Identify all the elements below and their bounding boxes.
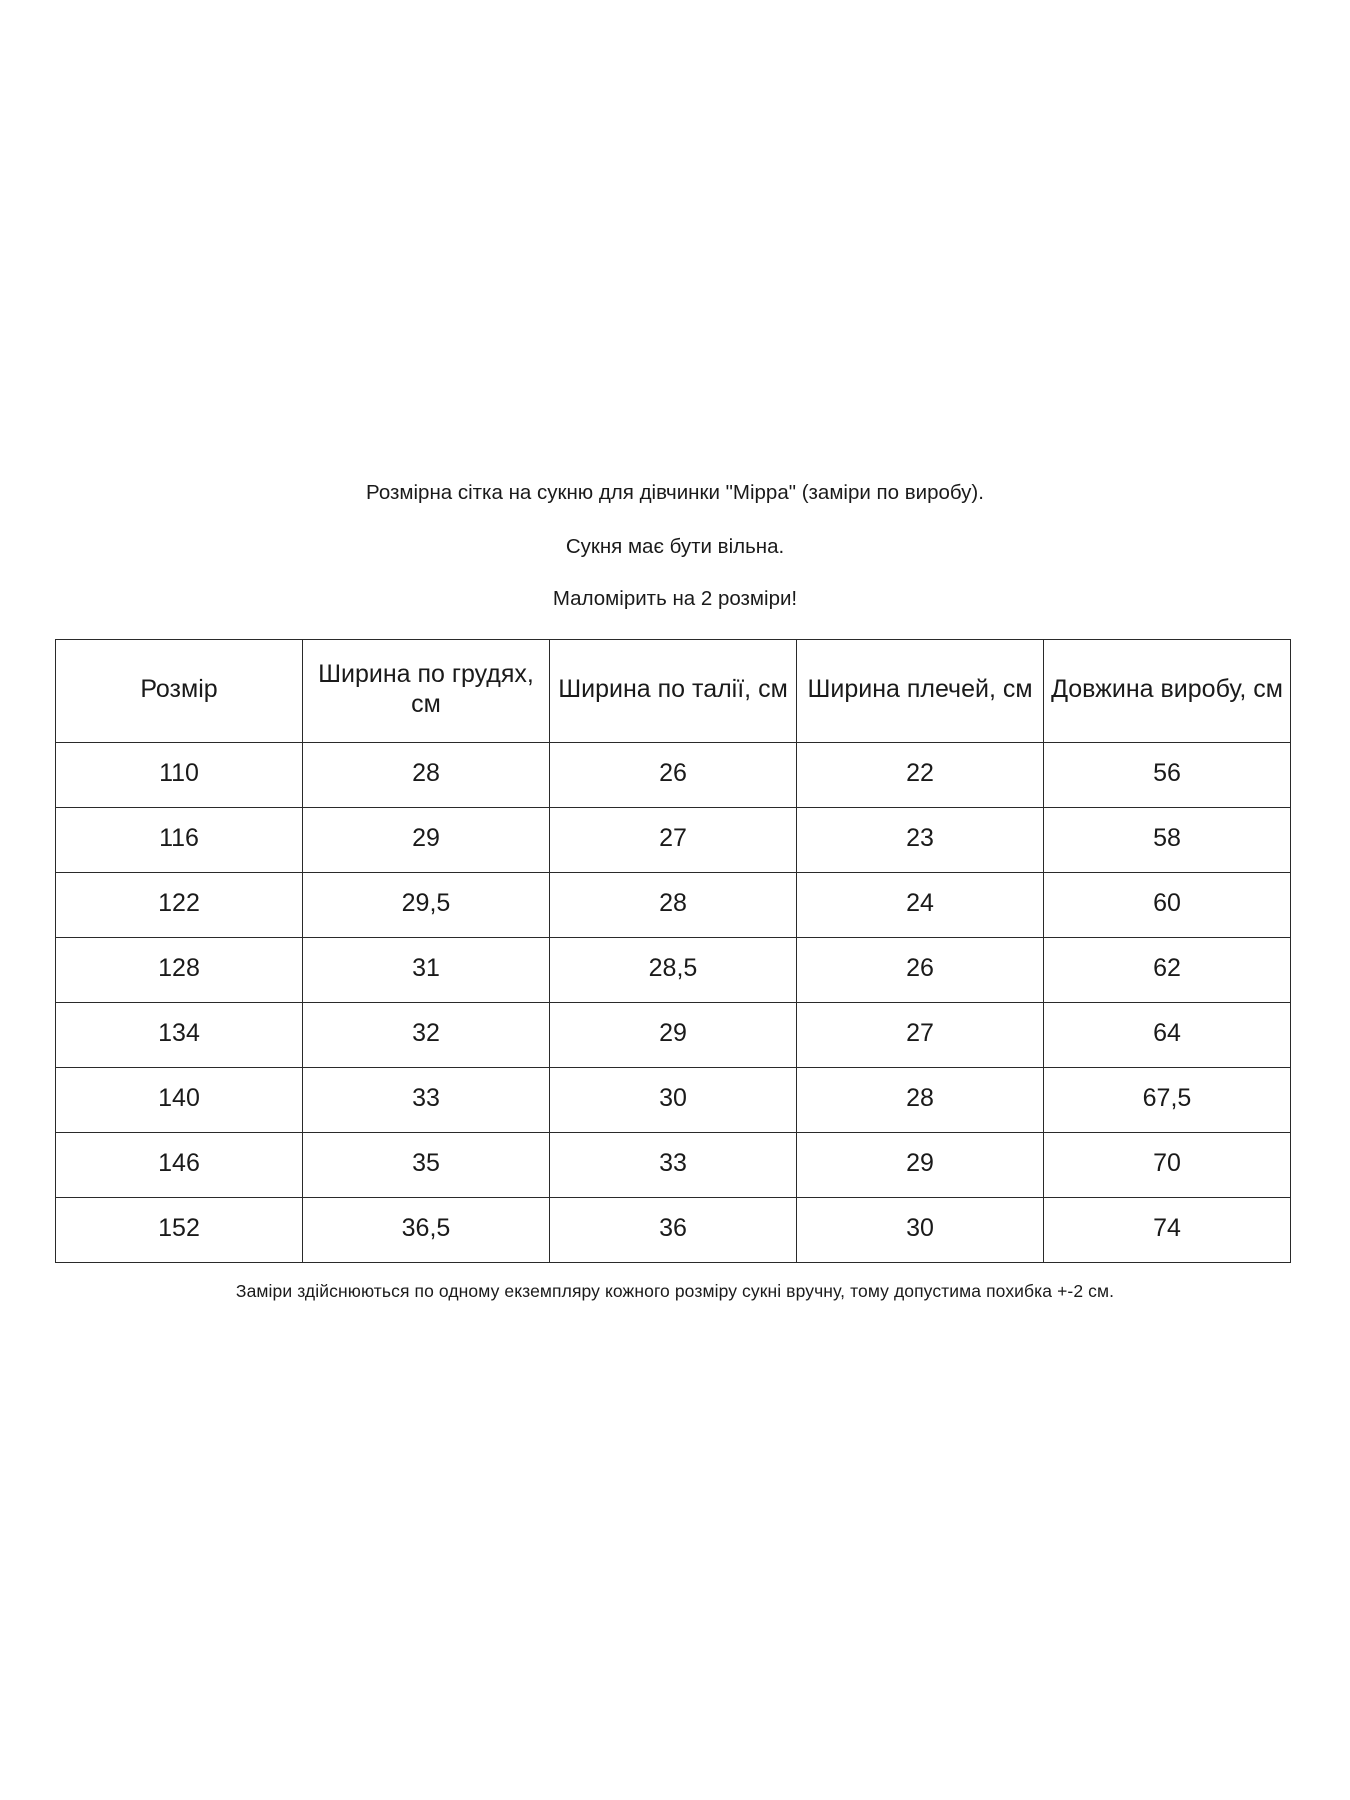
- cell-size: 110: [56, 742, 303, 807]
- column-header-shoulder-width: Ширина плечей, см: [797, 639, 1044, 742]
- cell-waist: 27: [550, 807, 797, 872]
- cell-shoulder: 23: [797, 807, 1044, 872]
- cell-waist: 33: [550, 1132, 797, 1197]
- table-row: [56, 807, 1291, 872]
- cell-chest: 32: [303, 1002, 550, 1067]
- table-header-row: [56, 639, 1291, 742]
- cell-shoulder: 29: [797, 1132, 1044, 1197]
- table-row: [56, 742, 1291, 807]
- cell-length: 74: [1044, 1197, 1291, 1262]
- cell-size: 116: [56, 807, 303, 872]
- cell-waist: 30: [550, 1067, 797, 1132]
- cell-shoulder: 26: [797, 937, 1044, 1002]
- table-row: [56, 1132, 1291, 1197]
- cell-shoulder: 30: [797, 1197, 1044, 1262]
- cell-waist: 28,5: [550, 937, 797, 1002]
- cell-size: 134: [56, 1002, 303, 1067]
- size-chart-table: [55, 639, 1291, 1263]
- cell-length: 58: [1044, 807, 1291, 872]
- cell-size: 122: [56, 872, 303, 937]
- cell-waist: 28: [550, 872, 797, 937]
- table-row: [56, 1002, 1291, 1067]
- cell-length: 62: [1044, 937, 1291, 1002]
- cell-shoulder: 22: [797, 742, 1044, 807]
- cell-chest: 29,5: [303, 872, 550, 937]
- cell-chest: 29: [303, 807, 550, 872]
- table-row: [56, 1067, 1291, 1132]
- table-row: [56, 1197, 1291, 1262]
- cell-length: 60: [1044, 872, 1291, 937]
- cell-chest: 33: [303, 1067, 550, 1132]
- cell-chest: 28: [303, 742, 550, 807]
- cell-chest: 31: [303, 937, 550, 1002]
- column-header-chest-width: Ширина по грудях, см: [303, 639, 550, 742]
- document-content: [55, 480, 1295, 1302]
- intro-line-1: Розмірна сітка на сукню для дівчинки "Мірра" (заміри по виробу).: [366, 481, 984, 504]
- cell-shoulder: 28: [797, 1067, 1044, 1132]
- cell-length: 70: [1044, 1132, 1291, 1197]
- cell-waist: 29: [550, 1002, 797, 1067]
- cell-chest: 35: [303, 1132, 550, 1197]
- cell-length: 56: [1044, 742, 1291, 807]
- intro-block: [55, 480, 1295, 612]
- cell-length: 64: [1044, 1002, 1291, 1067]
- cell-shoulder: 27: [797, 1002, 1044, 1067]
- table-body: [56, 742, 1291, 1262]
- table-row: [56, 872, 1291, 937]
- intro-line-2: Сукня має бути вільна.: [565, 534, 785, 558]
- cell-chest: 36,5: [303, 1197, 550, 1262]
- cell-waist: 36: [550, 1197, 797, 1262]
- cell-size: 146: [56, 1132, 303, 1197]
- table-row: [56, 937, 1291, 1002]
- cell-length: 67,5: [1044, 1067, 1291, 1132]
- intro-line-3: Маломірить на 2 розміри!: [552, 587, 798, 611]
- column-header-waist-width: Ширина по талії, см: [550, 639, 797, 742]
- table-header: [56, 639, 1291, 742]
- cell-size: 152: [56, 1197, 303, 1262]
- measurement-footnote: Заміри здійснюються по одному екземпляру кожного розміру сукні вручну, тому допустима похибка +-2 см.: [235, 1280, 1115, 1301]
- cell-size: 128: [56, 937, 303, 1002]
- cell-waist: 26: [550, 742, 797, 807]
- column-header-product-length: Довжина виробу, см: [1044, 639, 1291, 742]
- cell-size: 140: [56, 1067, 303, 1132]
- cell-shoulder: 24: [797, 872, 1044, 937]
- column-header-size: Розмір: [56, 639, 303, 742]
